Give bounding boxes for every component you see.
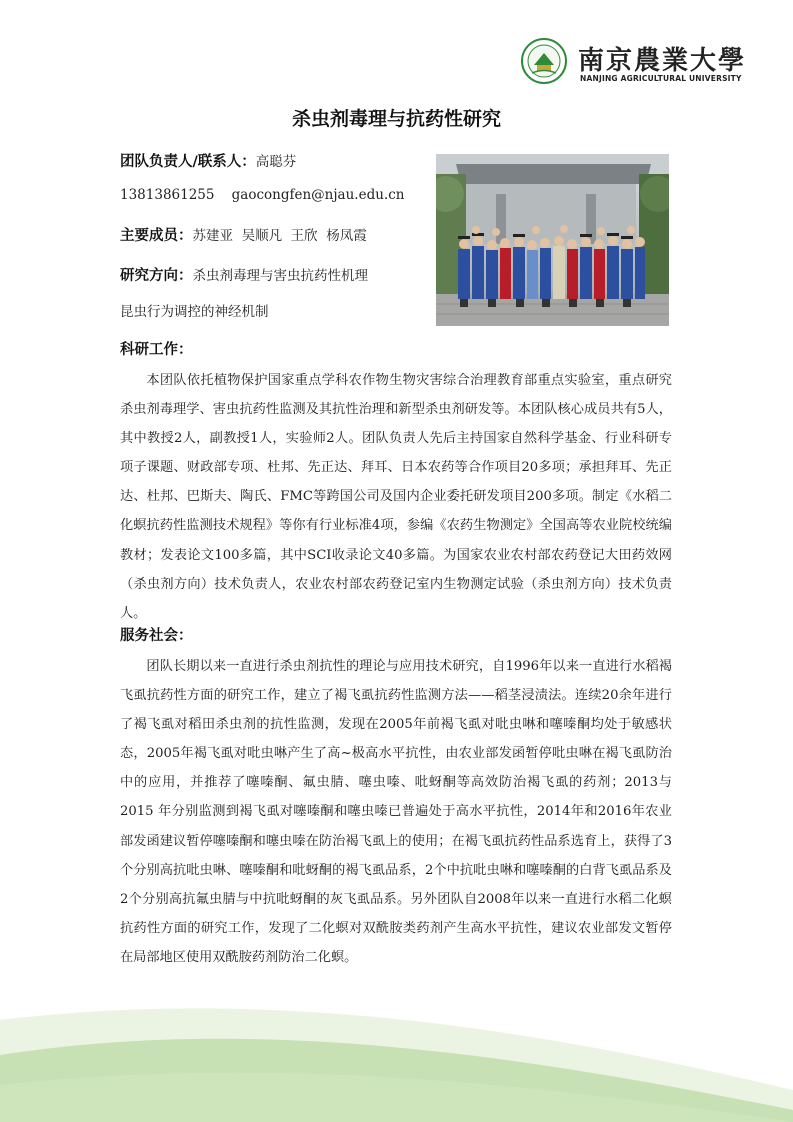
logo-chinese-name: 南京農業大學 bbox=[578, 46, 747, 76]
direction-line-2 bbox=[120, 300, 269, 320]
team-photo bbox=[436, 154, 669, 326]
university-seal-icon bbox=[521, 38, 567, 84]
direction-1: 杀虫剂毒理与害虫抗药性机理 bbox=[192, 268, 368, 284]
page-title: 杀虫剂毒理与抗药性研究 bbox=[291, 108, 501, 130]
direction-line bbox=[120, 264, 368, 285]
contact-line bbox=[120, 187, 404, 203]
direction-2: 昆虫行为调控的神经机制 bbox=[120, 304, 269, 320]
service-body: 团队长期以来一直进行杀虫剂抗性的理论与应用技术研究，自1996年以来一直进行水稻褐飞虱抗药性方面的研究工作，建立了褐飞虱抗药性监测方法——稻茎浸渍法。连续20余年进行了褐飞虱对稻田杀虫剂的抗性监测，发现在2005年前褐飞虱对吡虫啉和噻嗪酮均处于敏感状态，2005年褐飞虱对吡虫啉产生了高~极高水平抗性，由农业部发函暂停吡虫啉在褐飞虱防治中的应用，并推荐了噻嗪酮、氟虫腈、噻虫嗪、吡蚜酮等高效防治褐飞虱的药剂；2013与2015 年分别监测到褐飞虱对噻嗪酮和噻虫嗪已普遍处于高水平抗性，2014年和2016年农业部发函建议暂停噻嗪酮和噻虫嗪在防治褐飞虱上的使用；在褐飞虱抗药性品系选育上，获得了3个分别高抗吡虫啉、噻嗪酮和吡蚜酮的褐飞虱品系，2个中抗吡虫啉和噻嗪酮的白背飞虱品系及2个分别高抗氟虫腈与中抗吡蚜酮的灰飞虱品系。另外团队自2008年以来一直进行水稻二化螟抗药性方面的研究工作，发现了二化螟对双酰胺类药剂产生高水平抗性，建议农业部发文暂停在局部地区使用双酰胺药剂防治二化螟。 bbox=[120, 659, 672, 965]
logo-english-name: NANJING AGRICULTURAL UNIVERSITY bbox=[580, 74, 742, 83]
members-line bbox=[120, 224, 367, 245]
service-heading: 服务社会： bbox=[120, 628, 193, 644]
university-logo bbox=[521, 38, 747, 88]
research-heading: 科研工作： bbox=[120, 342, 193, 358]
phone-number: 13813861255 bbox=[120, 187, 215, 203]
leader-label: 团队负责人/联系人： bbox=[120, 154, 256, 170]
leader-name: 高聪芬 bbox=[255, 154, 297, 170]
email-address[interactable]: gaocongfen@njau.edu.cn bbox=[231, 187, 405, 203]
research-body: 本团队依托植物保护国家重点学科农作物生物灾害综合治理教育部重点实验室，重点研究杀虫剂毒理学、害虫抗药性监测及其抗性治理和新型杀虫剂研发等。本团队核心成员共有5人，其中教授2人，副教授1人，实验师2人。团队负责人先后主持国家自然科学基金、行业科研专项子课题、财政部专项、杜邦、先正达、拜耳、日本农药等合作项目20多项；承担拜耳、先正达、杜邦、巴斯夫、陶氏、FMC等跨国公司及国内企业委托研发项目200多项。制定《水稻二化螟抗药性监测技术规程》等你有行业标准4项，参编《农药生物测定》全国高等农业院校统编教材；发表论文100多篇，其中SCI收录论文40多篇。为国家农业农村部农药登记大田药效网（杀虫剂方向）技术负责人，农业农村部农药登记室内生物测定试验（杀虫剂方向）技术负责人。 bbox=[120, 373, 672, 621]
direction-label: 研究方向： bbox=[120, 268, 193, 284]
members-names: 苏建亚 吴顺凡 王欣 杨凤霞 bbox=[192, 228, 367, 244]
leader-line bbox=[120, 150, 296, 171]
footer-decoration bbox=[0, 960, 793, 1122]
members-label: 主要成员： bbox=[120, 228, 193, 244]
